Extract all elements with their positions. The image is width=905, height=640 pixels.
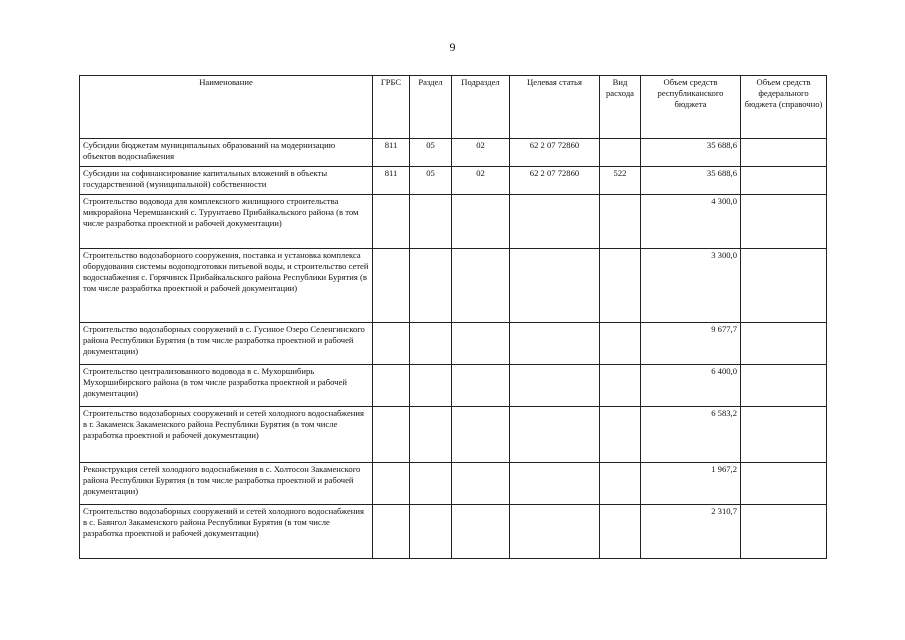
row-grbs: [373, 463, 410, 505]
row-expense-type: [600, 195, 641, 249]
header-name: Наименование: [80, 76, 373, 139]
row-subsection: [452, 249, 510, 323]
row-republic-budget: 1 967,2: [641, 463, 741, 505]
table-row: [80, 505, 827, 559]
page-number: 9: [449, 40, 456, 54]
row-target: [510, 365, 600, 407]
budget-table: [79, 75, 827, 559]
table-row: [80, 365, 827, 407]
row-federal-budget: [741, 195, 827, 249]
row-republic-budget: 6 583,2: [641, 407, 741, 463]
header-section: Раздел: [410, 76, 452, 139]
row-grbs: [373, 505, 410, 559]
table-row: [80, 407, 827, 463]
row-grbs: [373, 249, 410, 323]
row-subsection: [452, 195, 510, 249]
row-section: [410, 505, 452, 559]
row-federal-budget: [741, 323, 827, 365]
table-row: [80, 249, 827, 323]
row-federal-budget: [741, 505, 827, 559]
row-section: [410, 365, 452, 407]
row-expense-type: [600, 323, 641, 365]
row-federal-budget: [741, 249, 827, 323]
row-target: [510, 195, 600, 249]
header-expense-type: Вид расхода: [600, 76, 641, 139]
row-section: 05: [410, 139, 452, 167]
row-republic-budget: 9 677,7: [641, 323, 741, 365]
row-federal-budget: [741, 463, 827, 505]
row-target: [510, 249, 600, 323]
row-republic-budget: 2 310,7: [641, 505, 741, 559]
row-expense-type: [600, 365, 641, 407]
row-subsection: 02: [452, 167, 510, 195]
row-name: Строительство водозаборных сооружений и сетей холодного водоснабжения в г. Закаменск Закаменского района Республики Бурятия (в том числе разработка проектной и рабочей документации): [80, 407, 373, 463]
header-federal-budget: Объем средств федерального бюджета (справочно): [741, 76, 827, 139]
row-subsection: [452, 365, 510, 407]
header-grbs: ГРБС: [373, 76, 410, 139]
row-name: Реконструкция сетей холодного водоснабжения в с. Холтосон Закаменского района Республики Бурятия (в том числе разработка проектной и рабочей документации): [80, 463, 373, 505]
row-target: 62 2 07 72860: [510, 139, 600, 167]
row-name: Субсидии бюджетам муниципальных образований на модернизацию объектов водоснабжения: [80, 139, 373, 167]
row-target: [510, 505, 600, 559]
row-section: 05: [410, 167, 452, 195]
row-section: [410, 323, 452, 365]
header-subsection: Подраздел: [452, 76, 510, 139]
row-section: [410, 407, 452, 463]
row-section: [410, 249, 452, 323]
row-name: Строительство водозаборных сооружений в с. Гусиное Озеро Селенгинского района Республики Бурятия (в том числе разработка проектной и рабочей документации): [80, 323, 373, 365]
row-grbs: [373, 195, 410, 249]
row-target: [510, 463, 600, 505]
row-subsection: [452, 323, 510, 365]
row-grbs: 811: [373, 139, 410, 167]
row-federal-budget: [741, 365, 827, 407]
table-row: [80, 167, 827, 195]
row-expense-type: 522: [600, 167, 641, 195]
row-expense-type: [600, 139, 641, 167]
row-target: [510, 323, 600, 365]
row-subsection: [452, 407, 510, 463]
row-name: Строительство водозаборного сооружения, поставка и установка комплекса оборудования системы водоподготовки питьевой воды, и строительство сетей водоснабжения с. Горячинск Прибайкальского района Республики Бурятия (в том числе разработка проектной и рабочей документации): [80, 249, 373, 323]
row-subsection: 02: [452, 139, 510, 167]
table-row: [80, 139, 827, 167]
row-target: 62 2 07 72860: [510, 167, 600, 195]
row-subsection: [452, 505, 510, 559]
row-subsection: [452, 463, 510, 505]
row-target: [510, 407, 600, 463]
row-grbs: 811: [373, 167, 410, 195]
row-name: Субсидии на софинансирование капитальных вложений в объекты государственной (муниципальной) собственности: [80, 167, 373, 195]
row-expense-type: [600, 463, 641, 505]
row-expense-type: [600, 407, 641, 463]
row-name: Строительство водозаборных сооружений и сетей холодного водоснабжения в с. Баянгол Закаменского района Республики Бурятия (в том числе разработка проектной и рабочей документации): [80, 505, 373, 559]
table-row: [80, 323, 827, 365]
row-federal-budget: [741, 407, 827, 463]
row-federal-budget: [741, 139, 827, 167]
header-republic-budget: Объем средств республиканского бюджета: [641, 76, 741, 139]
row-grbs: [373, 323, 410, 365]
row-republic-budget: 35 688,6: [641, 139, 741, 167]
table-row: [80, 463, 827, 505]
header-target: Целевая статья: [510, 76, 600, 139]
row-expense-type: [600, 505, 641, 559]
row-section: [410, 463, 452, 505]
row-expense-type: [600, 249, 641, 323]
row-federal-budget: [741, 167, 827, 195]
row-grbs: [373, 407, 410, 463]
row-name: Строительство водовода для комплексного жилищного строительства микрорайона Черемшанский с. Турунтаево Прибайкальского района (в том числе разработка проектной и рабочей документации): [80, 195, 373, 249]
row-section: [410, 195, 452, 249]
row-republic-budget: 6 400,0: [641, 365, 741, 407]
row-grbs: [373, 365, 410, 407]
row-name: Строительство централизованного водовода в с. Мухоршибирь Мухоршибирского района (в том числе разработка проектной и рабочей документации): [80, 365, 373, 407]
row-republic-budget: 35 688,6: [641, 167, 741, 195]
row-republic-budget: 3 300,0: [641, 249, 741, 323]
table-row: [80, 195, 827, 249]
table-header-row: [80, 76, 827, 139]
row-republic-budget: 4 300,0: [641, 195, 741, 249]
